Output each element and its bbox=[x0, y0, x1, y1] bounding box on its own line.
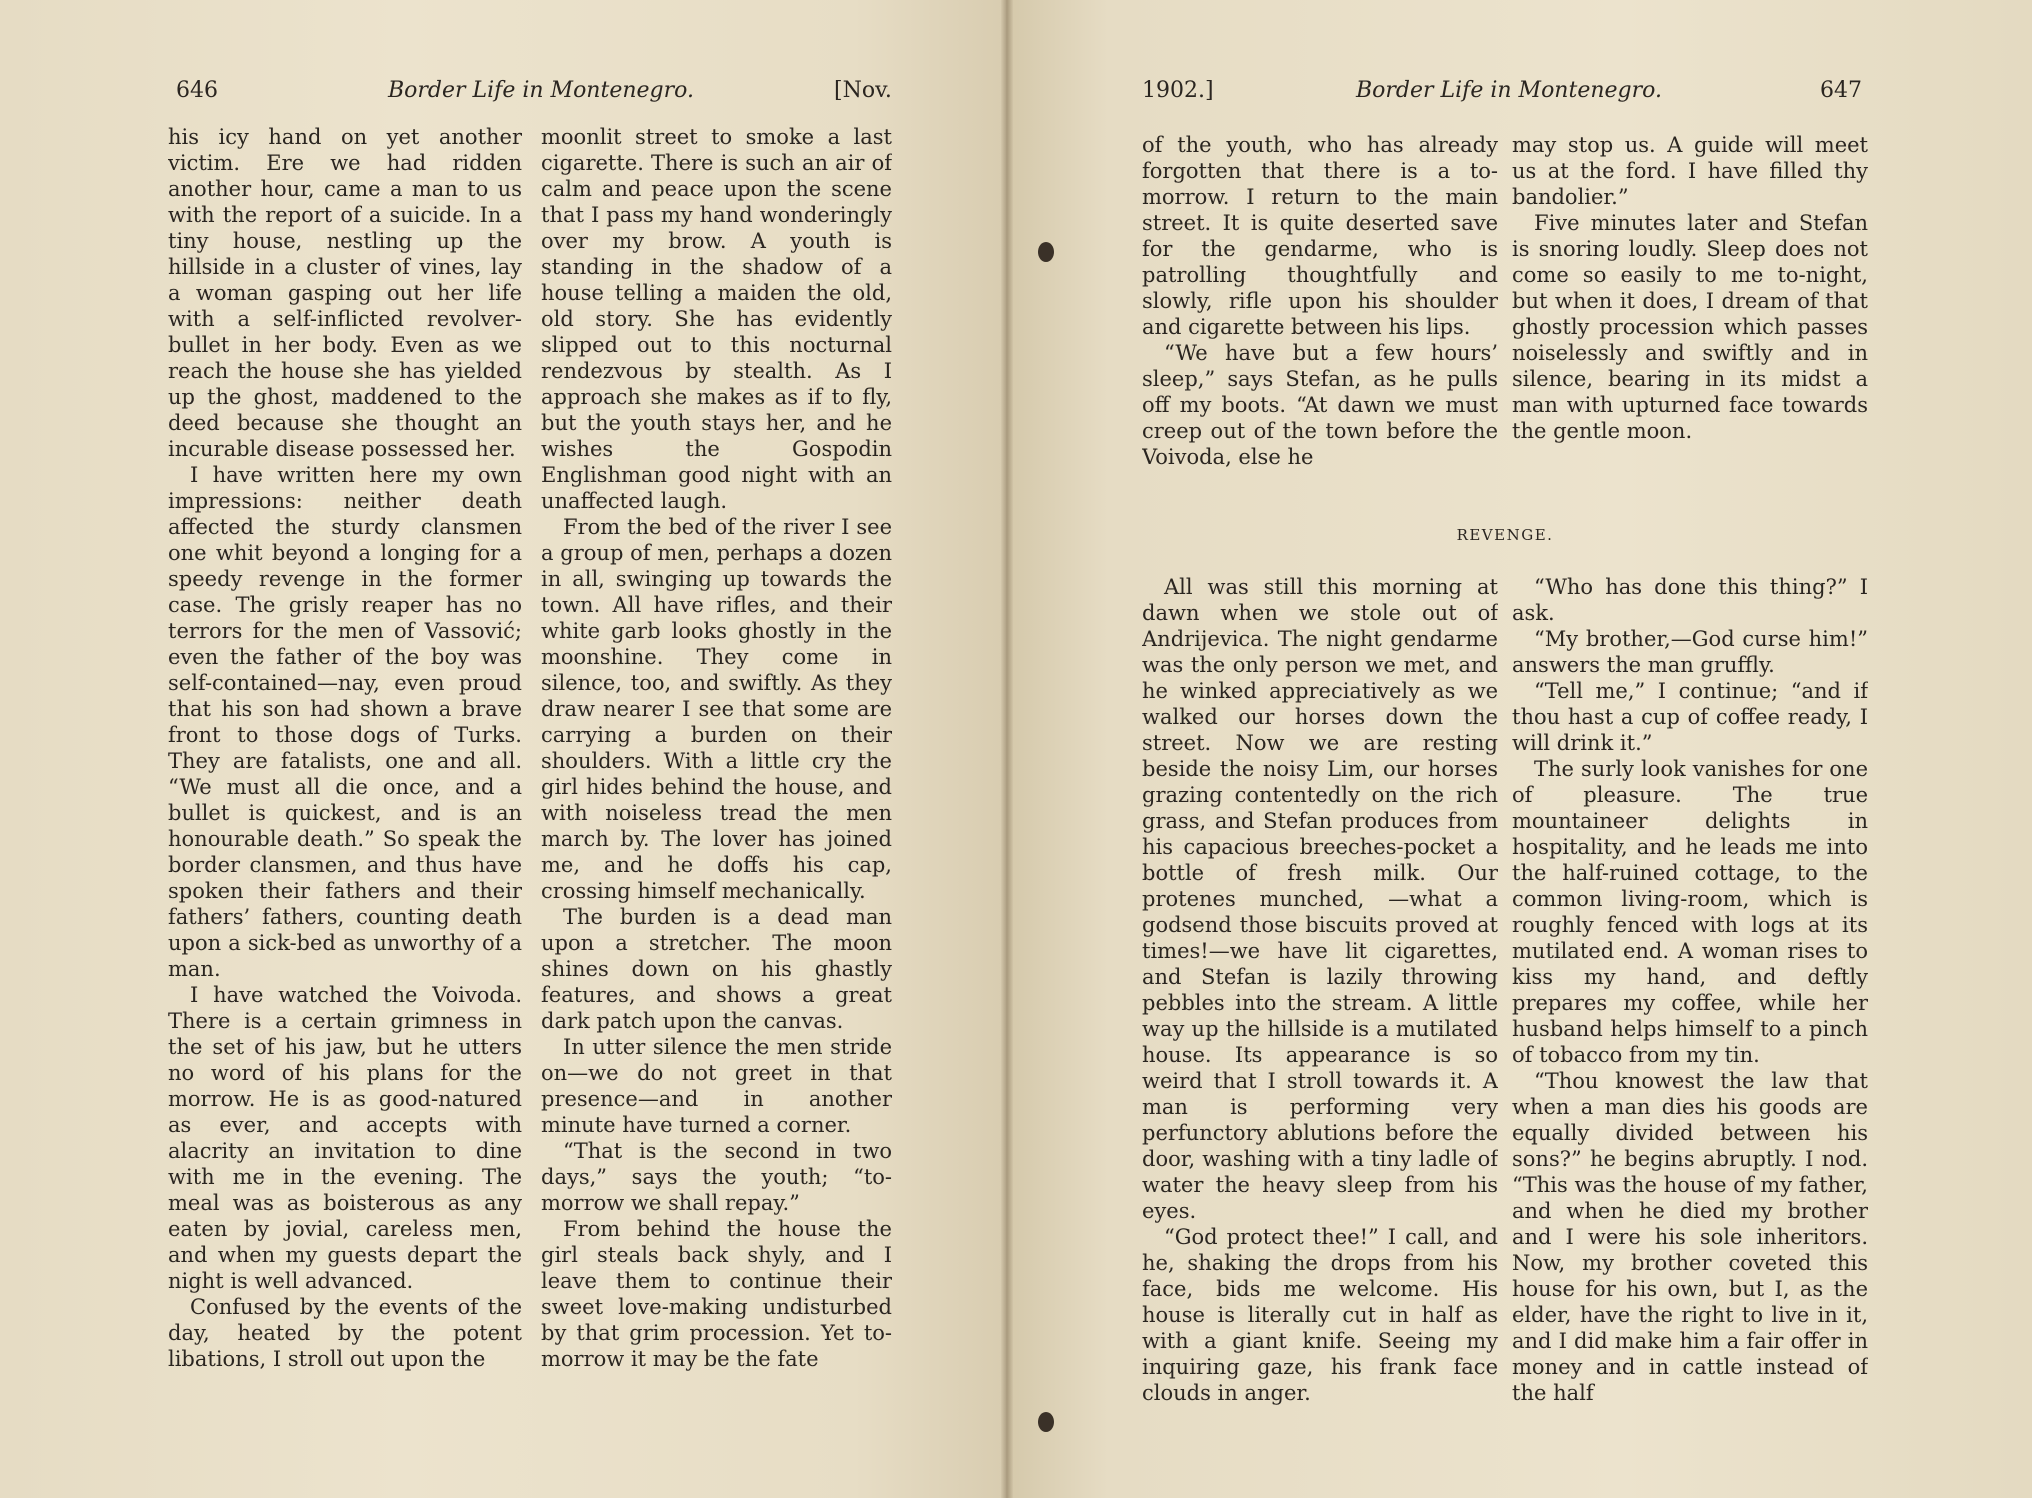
paragraph: “We have but a few hours’ sleep,” says Stefan, as he pulls off my boots. “At dawn we must creep out of the town before the Voivoda, else he bbox=[1142, 341, 1498, 469]
paragraph: “Who has done this thing?” I ask. bbox=[1512, 575, 1868, 625]
right-running-head bbox=[1006, 74, 2032, 108]
left-running-title: Border Life in Montenegro. bbox=[388, 78, 694, 103]
paragraph: The burden is a dead man upon a stretcher. The moon shines down on his ghastly features, and shows a great dark patch upon the canvas. bbox=[541, 905, 892, 1033]
paragraph: may stop us. A guide will meet us at the ford. I have filled thy bandolier.” bbox=[1512, 133, 1868, 209]
right-column-2 bbox=[1512, 132, 1868, 482]
right-column-1 bbox=[1142, 132, 1498, 482]
paragraph: “God protect thee!” I call, and he, shaking the drops from his face, bids me welcome. His house is literally cut in half as with a giant knife. Seeing my inquiring gaze, his frank face clouds in anger. bbox=[1142, 1225, 1498, 1405]
paragraph: moonlit street to smoke a last cigarette. There is such an air of calm and peace upon the scene that I pass my hand wonderingly over my brow. A youth is standing in the shadow of a house telling a maiden the old, old story. She has evidently slipped out to this nocturnal rendezvous by stealth. As I approach she makes as if to fly, but the youth stays her, and he wishes the Gospodin Englishman good night with an unaffected laugh. bbox=[541, 125, 892, 513]
binding-hole-bottom bbox=[1038, 1412, 1054, 1432]
paragraph: of the youth, who has already forgotten that there is a to-morrow. I return to the main street. It is quite deserted save for the gendarme, who is patrolling thoughtfully and slowly, rifle upon his shoulder and cigarette between his lips. bbox=[1142, 133, 1498, 339]
section-heading: REVENGE. bbox=[1456, 526, 1554, 544]
paragraph: The surly look vanishes for one of pleasure. The true mountaineer delights in hospitality, and he leads me into the half-ruined cottage, to the common living-room, which is roughly fenced with logs at its mutilated end. A woman rises to kiss my hand, and deftly prepares my coffee, while her husband helps himself to a pinch of tobacco from my tin. bbox=[1512, 757, 1868, 1067]
paragraph: “Tell me,” I continue; “and if thou hast a cup of coffee ready, I will drink it.” bbox=[1512, 679, 1868, 755]
paragraph: All was still this morning at dawn when we stole out of Andrijevica. The night gendarme was the only person we met, and he winked appreciatively as we walked our horses down the street. Now we are resting beside the noisy Lim, our horses grazing contentedly on the rich grass, and Stefan produces from his capacious breeches-pocket a bottle of fresh milk. Our protenes munched, —what a godsend those biscuits proved at times!—we have lit cigarettes, and Stefan is lazily throwing pebbles into the stream. A little way up the hillside is a mutilated house. Its appearance is so weird that I stroll towards it. A man is performing very perfunctory ablutions before the door, washing with a tiny ladle of water the heavy sleep from his eyes. bbox=[1142, 575, 1498, 1223]
right-column-3 bbox=[1142, 574, 1498, 1414]
right-running-title: Border Life in Montenegro. bbox=[1356, 78, 1662, 103]
paragraph: Confused by the events of the day, heated by the potent libations, I stroll out upon the bbox=[168, 1295, 522, 1371]
left-column-2 bbox=[541, 124, 892, 1404]
paragraph: From the bed of the river I see a group of men, perhaps a dozen in all, swinging up towards the town. All have rifles, and their white garb looks ghostly in the moonshine. They come in silence, too, and swiftly. As they draw nearer I see that some are carrying a burden on their shoulders. With a little cry the girl hides behind the house, and with noiseless tread the men march by. The lover has joined me, and he doffs his cap, crossing himself mechanically. bbox=[541, 515, 892, 903]
book-gutter bbox=[1001, 0, 1013, 1498]
paragraph: “That is the second in two days,” says the youth; “to-morrow we shall repay.” bbox=[541, 1139, 892, 1215]
right-column-4 bbox=[1512, 574, 1868, 1414]
right-page-number: 647 bbox=[1820, 78, 1862, 103]
left-page bbox=[0, 0, 1006, 1498]
paragraph: I have watched the Voivoda. There is a certain grimness in the set of his jaw, but he utters no word of his plans for the morrow. He is as good-natured as ever, and accepts with alacrity an invitation to dine with me in the evening. The meal was as boisterous as any eaten by jovial, careless men, and when my guests depart the night is well advanced. bbox=[168, 983, 522, 1293]
left-date-mark: [Nov. bbox=[834, 78, 892, 103]
paragraph: “My brother,—God curse him!” answers the man gruffly. bbox=[1512, 627, 1868, 677]
right-date-mark: 1902.] bbox=[1142, 78, 1214, 103]
paragraph: I have written here my own impressions: neither death affected the sturdy clansmen one whit beyond a longing for a speedy revenge in the former case. The grisly reaper has no terrors for the men of Vassović; even the father of the boy was self-contained—nay, even proud that his son had shown a brave front to those dogs of Turks. They are fatalists, one and all. “We must all die once, and a bullet is quickest, and is an honourable death.” So speak the border clansmen, and thus have spoken their fathers and their fathers’ fathers, counting death upon a sick-bed as unworthy of a man. bbox=[168, 463, 522, 981]
paragraph: his icy hand on yet another victim. Ere we had ridden another hour, came a man to us with the report of a suicide. In a tiny house, nestling up the hillside in a cluster of vines, lay a woman gasping out her life with a self-inflicted revolver-bullet in her body. Even as we reach the house she has yielded up the ghost, maddened to the deed because she thought an incurable disease possessed her. bbox=[168, 125, 522, 461]
right-page bbox=[1006, 0, 2032, 1498]
paragraph: From behind the house the girl steals back shyly, and I leave them to continue their sweet love-making undisturbed by that grim procession. Yet to-morrow it may be the fate bbox=[541, 1217, 892, 1371]
left-page-number: 646 bbox=[176, 78, 218, 103]
binding-hole-top bbox=[1038, 242, 1054, 262]
left-column-1 bbox=[168, 124, 522, 1404]
paragraph: In utter silence the men stride on—we do not greet in that presence—and in another minute have turned a corner. bbox=[541, 1035, 892, 1137]
paragraph: Five minutes later and Stefan is snoring loudly. Sleep does not come so easily to me to-night, but when it does, I dream of that ghostly procession which passes noiselessly and swiftly and in silence, bearing in its midst a man with upturned face towards the gentle moon. bbox=[1512, 211, 1868, 443]
paragraph: “Thou knowest the law that when a man dies his goods are equally divided between his sons?” he begins abruptly. I nod. “This was the house of my father, and when he died my brother and I were his sole inheritors. Now, my brother coveted this house for his own, but I, as the elder, have the right to live in it, and I did make him a fair offer in money and in cattle instead of the half bbox=[1512, 1069, 1868, 1405]
left-running-head bbox=[0, 74, 1006, 108]
